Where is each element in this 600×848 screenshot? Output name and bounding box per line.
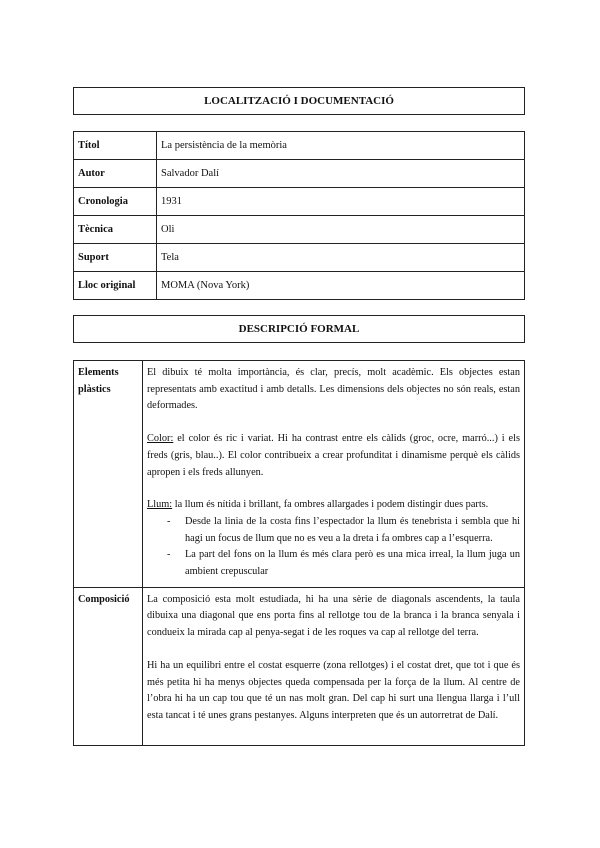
info-value: Salvador Dalí: [157, 160, 525, 188]
llum-list: [147, 514, 520, 581]
elements-label: Elements plàstics: [74, 361, 143, 588]
table-row: [74, 587, 525, 745]
llum-paragraph: [147, 497, 520, 514]
elements-intro: El dibuix té molta importància, és clar, precís, molt acadèmic. Els objectes estan representats amb exactitud i amb detalls. Les dimensions dels objectes no són reals, estan deformades.: [147, 367, 520, 412]
composicio-paragraph-1: La composició esta molt estudiada, hi ha una sèrie de diagonals ascendents, la taula dibuixa una diagonal que ens porta fins al rellotge tou de la branca i la branca senyala i condueix la mirada cap al penya-segat i de les roques va cap al rellotge del terra.: [147, 593, 520, 639]
table-row: [74, 160, 525, 188]
section-title-descripcio-text: DESCRIPCIÓ FORMAL: [238, 323, 360, 335]
section-title-descripcio: [73, 315, 525, 343]
composicio-paragraph-2: Hi ha un equilibri entre el costat esquerre (zona rellotges) i el costat dret, que tot i que és més petita hi ha menys objectes queda compensada per la força de la llum. Al centre de l’obra hi ha un cap tou que té un nas molt gran. Del cap hi surt una llengua llarga i l’ull esta tancat i té unes grans pestanyes. Alguns interpreten que és un autorretrat de Dalí.: [147, 659, 520, 721]
info-label: Autor: [74, 160, 157, 188]
info-label: Cronologia: [74, 188, 157, 216]
table-row: [74, 244, 525, 272]
info-label: Suport: [74, 244, 157, 272]
info-value: MOMA (Nova York): [157, 272, 525, 300]
table-row: [74, 361, 525, 588]
composicio-label: Composició: [74, 587, 143, 745]
table-row: [74, 132, 525, 160]
table-row: [74, 188, 525, 216]
info-value: Oli: [157, 216, 525, 244]
info-value: La persistència de la memòria: [157, 132, 525, 160]
color-label: Color:: [147, 433, 174, 445]
section-title-localitzacio-text: LOCALITZACIÓ I DOCUMENTACIÓ: [204, 95, 394, 107]
composicio-content: [143, 587, 525, 745]
section-title-localitzacio: [73, 87, 525, 115]
llum-text: la llum és nítida i brillant, fa ombres allargades i podem distingir dues parts.: [172, 499, 489, 511]
color-paragraph: [147, 431, 520, 481]
info-table: [73, 131, 525, 300]
info-label: Lloc original: [74, 272, 157, 300]
info-value: 1931: [157, 188, 525, 216]
info-label: Tècnica: [74, 216, 157, 244]
elements-content: [143, 361, 525, 588]
list-item: - La part del fons on la llum és més clara però es una mica irreal, la llum juga un ambient crepuscular: [167, 547, 520, 580]
list-item: - Desde la linia de la costa fins l’espectador la llum és tenebrista i sembla que hi hagi un focus de llum que no es veu a la dreta i fa ombres cap a l’esquerra.: [167, 514, 520, 547]
table-row: [74, 216, 525, 244]
llum-label: Llum:: [147, 499, 173, 511]
table-row: [74, 272, 525, 300]
info-label: Títol: [74, 132, 157, 160]
info-value: Tela: [157, 244, 525, 272]
color-text: el color és ric i variat. Hi ha contrast entre els càlids (groc, ocre, marró...) i els freds (gris, blau..). El color contribueix a crear profunditat i dinamisme perquè els càlids apropen i els freds allunyen.: [147, 433, 520, 478]
description-table: [73, 360, 525, 746]
